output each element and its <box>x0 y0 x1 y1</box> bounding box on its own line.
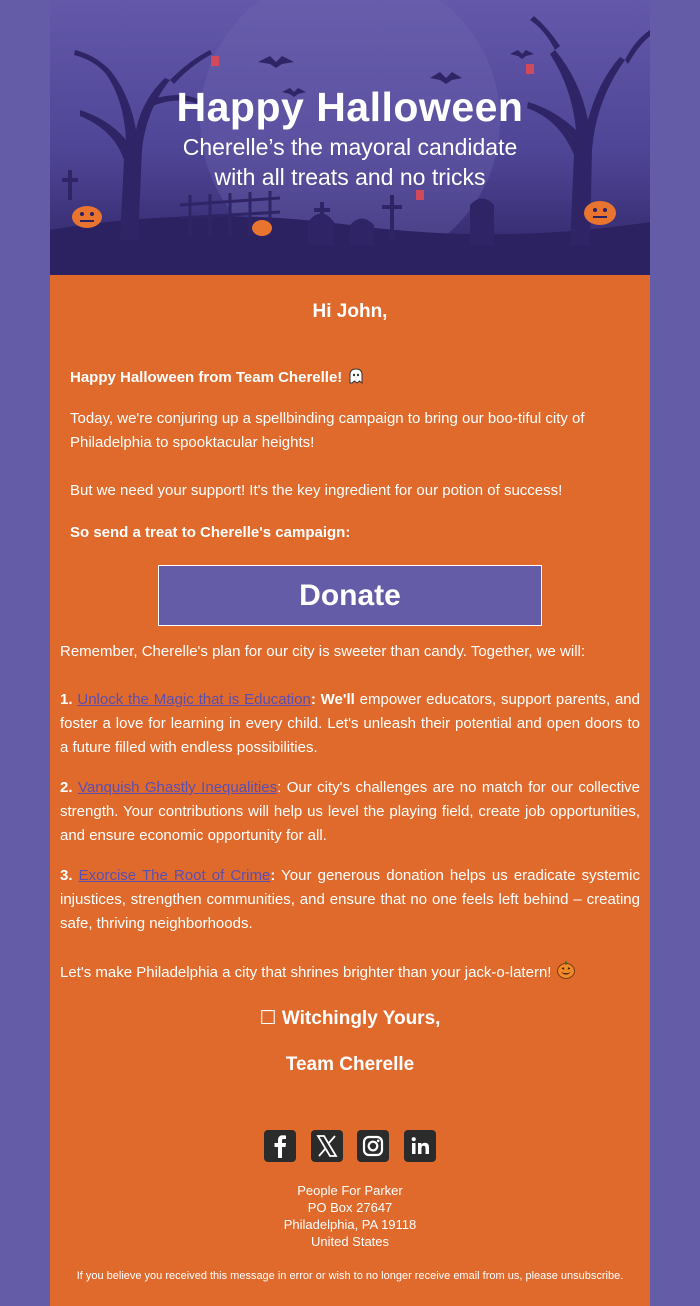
education-link[interactable]: Unlock the Magic that is Education <box>77 691 311 708</box>
social-links <box>60 1130 640 1164</box>
plan-item-number: 2. <box>60 779 73 796</box>
footer-country: United States <box>310 1234 390 1249</box>
plan-item-2 <box>60 776 640 848</box>
facebook-icon[interactable] <box>264 1130 296 1162</box>
paragraph-3: So send a treat to Cherelle's campaign: <box>70 524 351 541</box>
intro-line <box>70 366 630 390</box>
halloween-banner <box>50 0 650 275</box>
email-container <box>50 0 650 1306</box>
plan-item-lead: We'll <box>315 691 355 708</box>
footer-city: Philadelphia, PA 19118 <box>283 1217 417 1232</box>
banner-title: Happy Halloween <box>176 84 524 130</box>
ghost-icon <box>346 367 364 385</box>
donate-wrapper <box>60 565 640 626</box>
closing-line <box>60 960 640 985</box>
donate-button[interactable]: Donate <box>158 565 542 626</box>
footer-box: PO Box 27647 <box>307 1200 393 1215</box>
banner-subtitle-line-2: with all treats and no tricks <box>214 164 486 190</box>
x-icon[interactable] <box>311 1130 343 1162</box>
plan-item-3 <box>60 864 640 936</box>
banner-subtitle <box>50 132 650 192</box>
signature: Team Cherelle <box>285 1054 415 1075</box>
plan-item-separator: : <box>277 779 282 796</box>
banner-subtitle-line-1: Cherelle’s the mayoral candidate <box>182 134 518 160</box>
intro-section <box>60 366 640 545</box>
crime-link[interactable]: Exorcise The Root of Crime <box>78 867 271 884</box>
plan-item-number: 1. <box>60 691 73 708</box>
linkedin-icon[interactable] <box>404 1130 436 1162</box>
plan-item-number: 3. <box>60 867 73 884</box>
footer-address <box>60 1182 640 1250</box>
inequalities-link[interactable]: Vanquish Ghastly Inequalities <box>77 779 278 796</box>
greeting: Hi John, <box>312 301 388 322</box>
footer-org: People For Parker <box>297 1183 403 1198</box>
jack-o-lantern-icon <box>556 960 576 980</box>
instagram-icon[interactable] <box>357 1130 389 1162</box>
paragraph-2: But we need your support! It's the key ingredient for our potion of success! <box>70 482 563 499</box>
signoff: ☐ Witchingly Yours, <box>259 1008 441 1029</box>
intro-text: Happy Halloween from Team Cherelle! <box>70 369 343 386</box>
plan-item-text: Our city's challenges are no match for our collective strength. Your contributions will help us level the playing field, create job opportunities, and ensure economic opportunity for all. <box>60 779 641 844</box>
email-body <box>50 275 650 1282</box>
plan-item-separator: : <box>270 867 276 884</box>
closing-text: Let's make Philadelphia a city that shrines brighter than your jack-o-latern! <box>60 964 552 981</box>
plan-item-text: Your generous donation helps us eradicate systemic injustices, strengthen communities, and ensure that no one feels left behind – creating safe, thriving neighborhoods. <box>60 867 640 932</box>
plan-item-text: empower educators, support parents, and foster a love for learning in every child. Let's unleash their potential and open doors to a future filled with endless possibilities. <box>60 691 640 756</box>
unsubscribe-notice[interactable]: If you believe you received this message in error or wish to no longer receive email from us, please unsubscribe. <box>76 1270 624 1282</box>
plan-item-separator: : <box>310 691 316 708</box>
remember-text: Remember, Cherelle's plan for our city is sweeter than candy. Together, we will: <box>60 643 586 660</box>
paragraph-1: Today, we're conjuring up a spellbinding campaign to bring our boo-tiful city of Philadelphia to spooktacular heights! <box>70 410 585 451</box>
plan-item-1 <box>60 688 640 760</box>
